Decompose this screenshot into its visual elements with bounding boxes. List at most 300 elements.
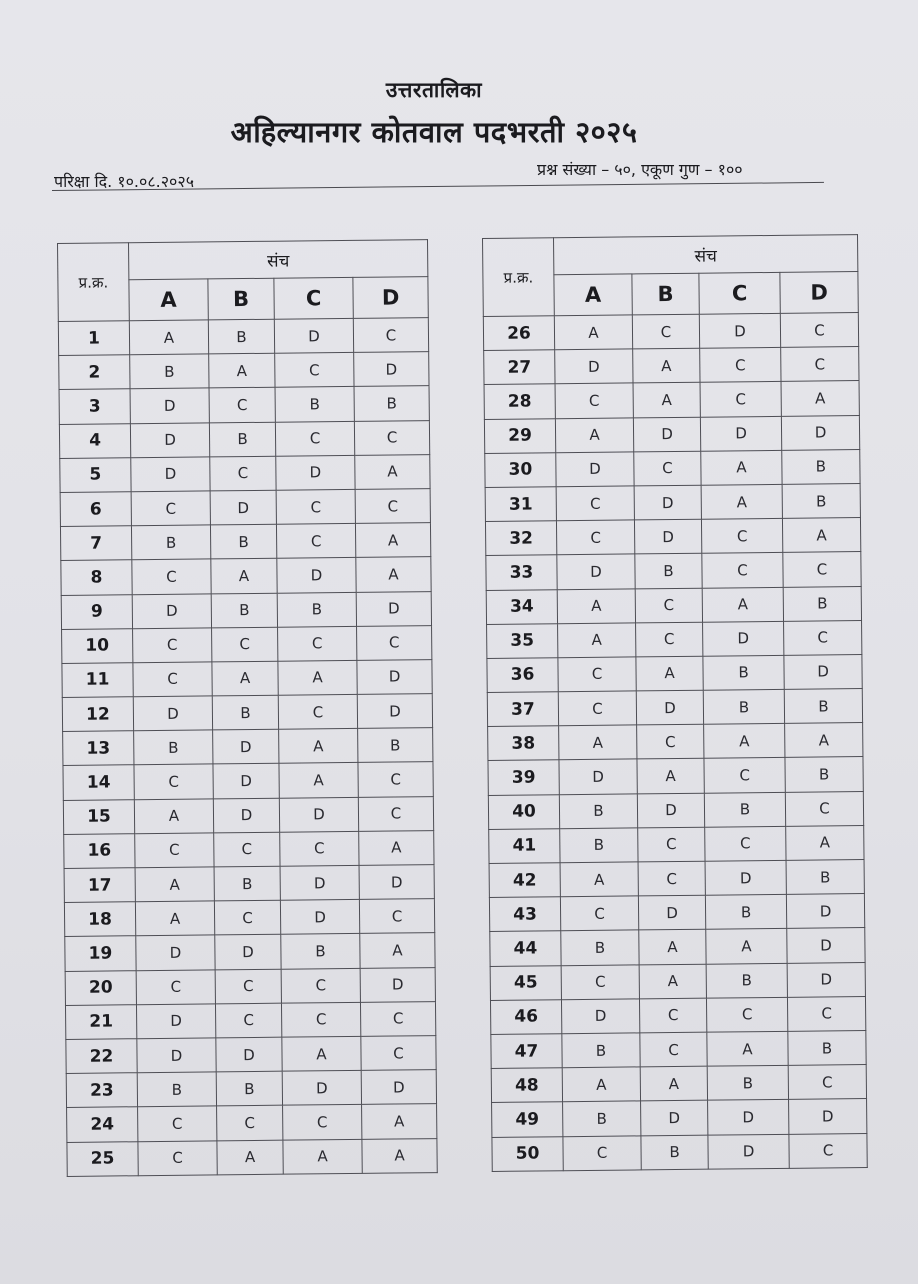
answer-set-b: D bbox=[641, 1100, 708, 1135]
document-subtitle: उत्तरतालिका bbox=[385, 78, 483, 102]
answer-set-d: D bbox=[784, 654, 862, 689]
answer-set-d: A bbox=[786, 825, 864, 860]
question-number: 15 bbox=[63, 799, 134, 834]
table-row bbox=[487, 654, 862, 692]
answer-set-c: C bbox=[276, 489, 355, 524]
question-number: 38 bbox=[488, 726, 559, 761]
answer-set-d: C bbox=[781, 347, 859, 382]
table-row bbox=[58, 318, 428, 356]
table-row bbox=[60, 523, 430, 561]
answer-set-c: C bbox=[706, 997, 787, 1032]
answer-set-a: C bbox=[556, 486, 634, 521]
answer-set-c: C bbox=[275, 421, 354, 456]
answer-set-a: C bbox=[134, 764, 213, 799]
answer-set-a: C bbox=[138, 1106, 217, 1141]
answer-set-a: A bbox=[135, 867, 214, 902]
answer-set-d: C bbox=[355, 489, 430, 524]
table-row bbox=[64, 830, 434, 868]
answer-set-b: A bbox=[633, 383, 700, 418]
answer-set-b: C bbox=[635, 588, 702, 623]
answer-set-d: D bbox=[357, 659, 432, 694]
set-header: संच bbox=[129, 240, 428, 280]
question-number: 43 bbox=[489, 897, 560, 932]
question-number: 36 bbox=[487, 658, 558, 693]
answer-set-d: A bbox=[355, 454, 430, 489]
table-row bbox=[486, 586, 861, 624]
answer-set-d: C bbox=[787, 996, 865, 1031]
answer-set-c: C bbox=[701, 518, 782, 553]
table-row bbox=[60, 489, 430, 527]
answer-set-c: A bbox=[707, 1031, 788, 1066]
answer-set-b: D bbox=[213, 798, 279, 833]
answer-set-d: C bbox=[785, 791, 863, 826]
question-number: 49 bbox=[492, 1102, 563, 1137]
answer-set-b: D bbox=[215, 935, 281, 970]
question-number: 22 bbox=[66, 1039, 137, 1074]
question-number: 4 bbox=[59, 423, 130, 458]
answer-set-c: A bbox=[278, 660, 357, 695]
question-number: 33 bbox=[486, 555, 557, 590]
answer-set-c: D bbox=[699, 313, 780, 348]
answer-set-d: C bbox=[358, 762, 433, 797]
question-number: 48 bbox=[491, 1068, 562, 1103]
question-number: 28 bbox=[484, 384, 555, 419]
answer-set-b: C bbox=[215, 969, 281, 1004]
answer-set-d: C bbox=[358, 796, 433, 831]
table-row bbox=[65, 967, 435, 1005]
answer-set-a: D bbox=[137, 1038, 216, 1073]
answer-set-c: B bbox=[704, 792, 785, 827]
answer-set-a: D bbox=[557, 554, 635, 589]
answer-set-a: D bbox=[131, 457, 210, 492]
question-number: 46 bbox=[490, 999, 561, 1034]
answer-set-b: C bbox=[637, 724, 704, 759]
answer-set-b: C bbox=[640, 1032, 707, 1067]
question-number: 8 bbox=[61, 560, 132, 595]
set-label-d: D bbox=[353, 277, 428, 319]
set-label-c: C bbox=[699, 272, 780, 314]
answer-set-b: C bbox=[214, 900, 280, 935]
table-row bbox=[65, 933, 435, 971]
answer-set-d: A bbox=[781, 381, 859, 416]
answer-set-c: A bbox=[279, 763, 358, 798]
answer-set-b: D bbox=[634, 485, 701, 520]
table-row bbox=[67, 1138, 437, 1176]
question-number-header: प्र.क्र. bbox=[483, 238, 555, 317]
answer-set-a: A bbox=[562, 1067, 640, 1102]
answer-set-a: D bbox=[559, 759, 637, 794]
table-row bbox=[487, 620, 862, 658]
answer-set-b: A bbox=[639, 930, 706, 965]
answer-set-a: C bbox=[560, 896, 638, 931]
answer-set-d: C bbox=[354, 420, 429, 455]
table-row bbox=[486, 552, 861, 590]
answer-set-b: A bbox=[211, 559, 277, 594]
answer-set-a: B bbox=[134, 730, 213, 765]
question-number: 3 bbox=[59, 389, 130, 424]
answer-set-c: C bbox=[280, 831, 359, 866]
answer-set-c: A bbox=[704, 724, 785, 759]
answer-set-c: A bbox=[701, 484, 782, 519]
table-row bbox=[64, 865, 434, 903]
answer-set-c: C bbox=[278, 626, 357, 661]
answer-set-a: A bbox=[129, 320, 208, 355]
table-row bbox=[59, 386, 429, 424]
answer-set-c: A bbox=[283, 1139, 362, 1174]
answer-set-c: D bbox=[276, 455, 355, 490]
answer-set-b: B bbox=[214, 866, 280, 901]
answer-set-d: B bbox=[354, 386, 429, 421]
answer-set-d: A bbox=[356, 557, 431, 592]
answer-table-left bbox=[57, 239, 438, 1177]
answer-set-b: B bbox=[216, 1071, 282, 1106]
answer-set-a: D bbox=[132, 593, 211, 628]
question-number: 27 bbox=[484, 350, 555, 385]
table-row bbox=[62, 694, 432, 732]
answer-set-c: C bbox=[700, 382, 781, 417]
question-number: 7 bbox=[60, 526, 131, 561]
answer-set-d: B bbox=[788, 1030, 866, 1065]
answer-set-b: C bbox=[212, 627, 278, 662]
table-row bbox=[487, 689, 862, 727]
answer-set-b: C bbox=[209, 388, 275, 423]
answer-set-c: D bbox=[274, 318, 353, 353]
set-label-c: C bbox=[274, 277, 353, 319]
table-row bbox=[66, 1070, 436, 1108]
answer-set-b: C bbox=[634, 451, 701, 486]
table-row bbox=[63, 728, 433, 766]
question-number: 6 bbox=[60, 492, 131, 527]
question-number: 19 bbox=[65, 936, 136, 971]
answer-table-right bbox=[482, 234, 868, 1172]
answer-set-c: A bbox=[701, 450, 782, 485]
answer-set-a: C bbox=[136, 969, 215, 1004]
answer-set-c: C bbox=[704, 758, 785, 793]
answer-set-a: A bbox=[554, 315, 632, 350]
answer-set-c: A bbox=[279, 729, 358, 764]
answer-set-a: C bbox=[556, 520, 634, 555]
answer-set-d: D bbox=[781, 415, 859, 450]
answer-set-c: C bbox=[276, 524, 355, 559]
answer-set-b: A bbox=[217, 1140, 283, 1175]
table-row bbox=[485, 449, 860, 487]
answer-set-d: D bbox=[786, 894, 864, 929]
table-row bbox=[491, 1065, 866, 1103]
answer-set-d: A bbox=[362, 1104, 437, 1139]
table-row bbox=[490, 996, 865, 1034]
table-row bbox=[61, 591, 431, 629]
answer-set-c: B bbox=[707, 1065, 788, 1100]
answer-set-a: D bbox=[130, 422, 209, 457]
question-number: 23 bbox=[66, 1073, 137, 1108]
answer-set-d: B bbox=[358, 728, 433, 763]
table-row bbox=[492, 1133, 867, 1171]
answer-set-d: B bbox=[784, 689, 862, 724]
answer-set-a: D bbox=[561, 999, 639, 1034]
answer-set-d: D bbox=[787, 962, 865, 997]
question-number: 32 bbox=[485, 521, 556, 556]
answer-set-d: D bbox=[361, 1070, 436, 1105]
answer-set-a: B bbox=[563, 1101, 641, 1136]
answer-set-a: D bbox=[130, 388, 209, 423]
answer-set-c: B bbox=[275, 387, 354, 422]
answer-set-a: A bbox=[560, 862, 638, 897]
table-row bbox=[488, 757, 863, 795]
answer-set-a: C bbox=[133, 662, 212, 697]
answer-set-d: B bbox=[785, 757, 863, 792]
question-number: 40 bbox=[488, 794, 559, 829]
answer-set-c: C bbox=[700, 348, 781, 383]
answer-set-a: A bbox=[557, 588, 635, 623]
table-row bbox=[67, 1104, 437, 1142]
answer-set-b: C bbox=[217, 1105, 283, 1140]
answer-set-c: B bbox=[706, 963, 787, 998]
answer-set-c: A bbox=[706, 929, 787, 964]
answer-set-a: A bbox=[135, 901, 214, 936]
question-number: 2 bbox=[59, 355, 130, 390]
table-row bbox=[62, 625, 432, 663]
answer-set-c: C bbox=[278, 694, 357, 729]
answer-set-b: A bbox=[209, 353, 275, 388]
document-title: अहिल्यानगर कोतवाल पदभरती २०२५ bbox=[230, 115, 638, 149]
answer-set-c: D bbox=[705, 860, 786, 895]
answer-set-d: D bbox=[787, 928, 865, 963]
answer-set-a: D bbox=[136, 935, 215, 970]
set-label-a: A bbox=[554, 274, 632, 316]
answer-set-b: A bbox=[637, 759, 704, 794]
answer-set-b: C bbox=[636, 622, 703, 657]
answer-set-b: D bbox=[637, 793, 704, 828]
answer-set-b: C bbox=[215, 1003, 281, 1038]
answer-set-d: A bbox=[360, 933, 435, 968]
answer-set-a: D bbox=[136, 1004, 215, 1039]
table-row bbox=[490, 962, 865, 1000]
answer-set-a: A bbox=[555, 417, 633, 452]
answer-set-a: B bbox=[131, 525, 210, 560]
answer-set-a: B bbox=[560, 828, 638, 863]
table-row bbox=[489, 860, 864, 898]
answer-set-c: D bbox=[280, 865, 359, 900]
answer-set-d: C bbox=[360, 1001, 435, 1036]
table-row bbox=[489, 894, 864, 932]
table-row bbox=[61, 557, 431, 595]
answer-set-d: A bbox=[785, 723, 863, 758]
question-number: 14 bbox=[63, 765, 134, 800]
set-label-b: B bbox=[632, 273, 699, 315]
answer-set-d: D bbox=[356, 591, 431, 626]
answer-set-d: D bbox=[360, 967, 435, 1002]
answer-set-b: A bbox=[212, 661, 278, 696]
answer-set-a: A bbox=[559, 725, 637, 760]
table-row bbox=[484, 347, 859, 385]
question-number-header: प्र.क्र. bbox=[58, 243, 130, 322]
table-row bbox=[65, 1001, 435, 1039]
answer-set-c: B bbox=[705, 895, 786, 930]
answer-set-a: C bbox=[135, 833, 214, 868]
table-row bbox=[483, 313, 858, 351]
table-row bbox=[484, 381, 859, 419]
question-number: 21 bbox=[65, 1004, 136, 1039]
answer-set-b: D bbox=[210, 490, 276, 525]
answer-set-d: B bbox=[782, 449, 860, 484]
answer-set-d: C bbox=[784, 620, 862, 655]
set-label-b: B bbox=[208, 278, 274, 320]
answer-set-a: D bbox=[556, 452, 634, 487]
answer-set-c: D bbox=[282, 1070, 361, 1105]
answer-set-d: B bbox=[783, 586, 861, 621]
set-label-a: A bbox=[129, 279, 208, 321]
question-number: 17 bbox=[64, 868, 135, 903]
table-row bbox=[64, 899, 434, 937]
answer-set-d: C bbox=[788, 1065, 866, 1100]
answer-set-d: A bbox=[355, 523, 430, 558]
answer-set-a: A bbox=[134, 799, 213, 834]
question-number: 24 bbox=[67, 1107, 138, 1142]
answer-set-b: A bbox=[640, 1066, 707, 1101]
question-number: 16 bbox=[64, 834, 135, 869]
answer-set-d: D bbox=[789, 1099, 867, 1134]
answer-set-a: C bbox=[558, 657, 636, 692]
set-label-d: D bbox=[780, 272, 858, 314]
question-number: 5 bbox=[60, 457, 131, 492]
answer-set-b: B bbox=[211, 593, 277, 628]
answer-set-a: C bbox=[132, 559, 211, 594]
answer-set-a: B bbox=[561, 930, 639, 965]
question-number: 18 bbox=[64, 902, 135, 937]
table-row bbox=[63, 762, 433, 800]
answer-set-b: B bbox=[208, 319, 274, 354]
answer-set-a: C bbox=[558, 691, 636, 726]
answer-set-d: D bbox=[354, 352, 429, 387]
answer-set-d: B bbox=[782, 483, 860, 518]
answer-set-a: D bbox=[555, 349, 633, 384]
question-number: 20 bbox=[65, 970, 136, 1005]
answer-set-a: B bbox=[137, 1072, 216, 1107]
answer-set-b: C bbox=[632, 314, 699, 349]
answer-set-b: D bbox=[638, 895, 705, 930]
table-row bbox=[488, 791, 863, 829]
table-row bbox=[66, 1036, 436, 1074]
answer-set-a: C bbox=[138, 1140, 217, 1175]
exam-date: परिक्षा दि. १०.०८.२०२५ bbox=[54, 172, 195, 191]
answer-set-c: A bbox=[702, 587, 783, 622]
answer-set-c: D bbox=[279, 797, 358, 832]
answer-set-d: C bbox=[361, 1036, 436, 1071]
answer-set-c: A bbox=[282, 1036, 361, 1071]
answer-set-c: C bbox=[281, 1002, 360, 1037]
question-number: 31 bbox=[485, 487, 556, 522]
answer-set-b: D bbox=[213, 729, 279, 764]
question-number: 45 bbox=[490, 965, 561, 1000]
table-row bbox=[59, 420, 429, 458]
answer-set-c: D bbox=[277, 558, 356, 593]
table-row bbox=[484, 415, 859, 453]
question-number: 44 bbox=[490, 931, 561, 966]
table-row bbox=[63, 796, 433, 834]
question-number: 11 bbox=[62, 663, 133, 698]
answer-set-b: B bbox=[209, 422, 275, 457]
table-row bbox=[490, 928, 865, 966]
answer-set-b: C bbox=[639, 998, 706, 1033]
question-number: 13 bbox=[63, 731, 134, 766]
answer-set-c: B bbox=[703, 689, 784, 724]
table-row bbox=[60, 454, 430, 492]
answer-set-b: A bbox=[636, 656, 703, 691]
answer-set-b: B bbox=[210, 524, 276, 559]
answer-set-b: B bbox=[212, 695, 278, 730]
answer-set-b: D bbox=[213, 764, 279, 799]
answer-set-b: C bbox=[638, 827, 705, 862]
answer-set-b: D bbox=[634, 519, 701, 554]
answer-set-c: C bbox=[281, 968, 360, 1003]
answer-set-b: C bbox=[210, 456, 276, 491]
answer-set-a: A bbox=[558, 623, 636, 658]
answer-set-d: D bbox=[359, 865, 434, 900]
table-row bbox=[492, 1099, 867, 1137]
answer-set-a: C bbox=[555, 383, 633, 418]
question-number: 10 bbox=[62, 628, 133, 663]
table-row bbox=[491, 1030, 866, 1068]
answer-set-a: C bbox=[561, 964, 639, 999]
answer-set-a: C bbox=[563, 1135, 641, 1170]
answer-set-d: A bbox=[782, 518, 860, 553]
question-number: 26 bbox=[483, 316, 554, 351]
answer-set-c: D bbox=[280, 900, 359, 935]
answer-set-c: C bbox=[275, 353, 354, 388]
answer-set-d: A bbox=[362, 1138, 437, 1173]
answer-set-d: C bbox=[783, 552, 861, 587]
answer-set-b: A bbox=[633, 348, 700, 383]
table-row bbox=[489, 825, 864, 863]
answer-set-d: D bbox=[357, 694, 432, 729]
answer-set-b: B bbox=[635, 554, 702, 589]
answer-set-d: C bbox=[789, 1133, 867, 1168]
question-number: 34 bbox=[486, 589, 557, 624]
question-number: 47 bbox=[491, 1034, 562, 1069]
table-row bbox=[485, 518, 860, 556]
answer-set-b: B bbox=[641, 1135, 708, 1170]
answer-set-c: D bbox=[708, 1100, 789, 1135]
question-number: 37 bbox=[487, 692, 558, 727]
answer-set-b: C bbox=[214, 832, 280, 867]
answer-set-a: B bbox=[562, 1033, 640, 1068]
question-number: 35 bbox=[487, 623, 558, 658]
table-row bbox=[59, 352, 429, 390]
answer-set-c: C bbox=[705, 826, 786, 861]
set-header: संच bbox=[554, 235, 858, 275]
answer-set-c: C bbox=[283, 1105, 362, 1140]
question-number: 12 bbox=[62, 697, 133, 732]
table-row bbox=[62, 659, 432, 697]
answer-set-d: A bbox=[359, 830, 434, 865]
answer-set-a: C bbox=[131, 491, 210, 526]
answer-set-b: C bbox=[638, 861, 705, 896]
answer-set-c: B bbox=[281, 934, 360, 969]
question-number: 42 bbox=[489, 863, 560, 898]
answer-set-d: C bbox=[780, 313, 858, 348]
question-number: 29 bbox=[484, 418, 555, 453]
question-info: प्रश्न संख्या – ५०, एकूण गुण – १०० bbox=[537, 160, 743, 179]
question-number: 1 bbox=[58, 321, 129, 356]
answer-set-c: D bbox=[708, 1134, 789, 1169]
answer-set-c: B bbox=[703, 655, 784, 690]
answer-set-d: B bbox=[786, 860, 864, 895]
answer-set-d: C bbox=[357, 625, 432, 660]
answer-set-c: D bbox=[703, 621, 784, 656]
answer-set-b: D bbox=[636, 690, 703, 725]
table-row bbox=[485, 483, 860, 521]
answer-set-b: D bbox=[216, 1037, 282, 1072]
